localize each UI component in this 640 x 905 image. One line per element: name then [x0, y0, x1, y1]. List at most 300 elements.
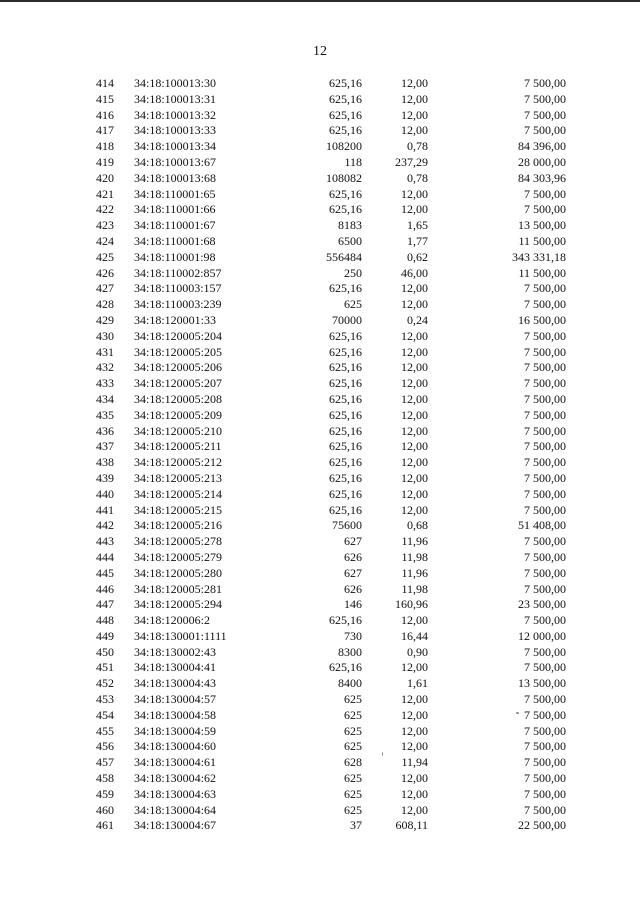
area-value: 108082: [326, 170, 362, 185]
amount-value: 7 500,00: [524, 107, 566, 122]
cadastral-number: 34:18:130004:64: [134, 802, 217, 817]
row-number-text: 424: [96, 233, 114, 248]
amount-value: 7 500,00: [524, 281, 566, 296]
row-number: [0, 218, 134, 234]
row-number-text: 422: [96, 202, 114, 217]
row-number: [0, 724, 134, 740]
table-row: [0, 676, 640, 692]
rate-value: 1,77: [407, 233, 428, 248]
amount-value: 7 500,00: [524, 534, 566, 549]
row-number: [0, 708, 134, 724]
area-value: 625,16: [329, 470, 362, 485]
table-row: [0, 123, 640, 139]
area-value: 625,16: [329, 360, 362, 375]
rate-value: 0,68: [407, 518, 428, 533]
area-value: 625,16: [329, 76, 362, 90]
cadastral-number: 34:18:120005:211: [134, 439, 222, 454]
amount-value: 22 500,00: [518, 818, 566, 833]
area-value: 628: [344, 755, 362, 770]
row-number-text: 414: [96, 76, 114, 90]
rate-value: 12,00: [401, 439, 428, 454]
amount-value: 7 500,00: [524, 123, 566, 138]
row-number-text: 444: [96, 549, 114, 564]
table-row: [0, 250, 640, 266]
row-number-text: 426: [96, 265, 114, 280]
table-spacer: [566, 708, 640, 724]
row-number-text: 437: [96, 439, 114, 454]
row-number: [0, 803, 134, 819]
row-number: [0, 739, 134, 755]
table-row: [0, 187, 640, 203]
table-row: [0, 155, 640, 171]
row-number: [0, 487, 134, 503]
area-value: 37: [350, 818, 362, 833]
area-value: 625,16: [329, 123, 362, 138]
table-spacer: [566, 660, 640, 676]
rate-value: 0,78: [407, 170, 428, 185]
area-value: 8400: [338, 676, 362, 691]
table-spacer: [566, 297, 640, 313]
area-value: 118: [344, 154, 362, 169]
cadastral-number: 34:18:110003:239: [134, 297, 222, 312]
table-row: [0, 171, 640, 187]
area-value: 627: [344, 565, 362, 580]
row-number-text: 420: [96, 170, 114, 185]
rate-value: 12,00: [401, 739, 428, 754]
table-spacer: [566, 787, 640, 803]
rate-value: 12,00: [401, 76, 428, 90]
area-value: 625,16: [329, 407, 362, 422]
table-spacer: [566, 123, 640, 139]
table-spacer: [566, 218, 640, 234]
table-row: [0, 76, 640, 92]
row-number: [0, 171, 134, 187]
cadastral-number: 34:18:130001:1111: [134, 628, 227, 643]
cadastral-number: 34:18:120005:208: [134, 391, 223, 406]
amount-value: 7 500,00: [524, 755, 566, 770]
row-number-text: 441: [96, 502, 114, 517]
area-value: 625: [344, 707, 362, 722]
cadastral-number: 34:18:130004:63: [134, 786, 217, 801]
cadastral-number: 34:18:120005:212: [134, 455, 223, 470]
area-value: 625: [344, 692, 362, 707]
row-number: [0, 297, 134, 313]
table-spacer: [566, 408, 640, 424]
table-spacer: [566, 202, 640, 218]
rate-value: 12,00: [401, 771, 428, 786]
row-number: [0, 345, 134, 361]
amount-value: 7 500,00: [524, 771, 566, 786]
table-spacer: [566, 613, 640, 629]
row-number-text: 459: [96, 786, 114, 801]
table-spacer: [566, 76, 640, 92]
cadastral-number: 34:18:130004:60: [134, 739, 217, 754]
rate-value: 16,44: [401, 628, 428, 643]
row-number: [0, 755, 134, 771]
rate-value: 11,94: [401, 755, 428, 770]
row-number-text: 425: [96, 249, 114, 264]
table-spacer: [566, 439, 640, 455]
table-row: [0, 487, 640, 503]
table-row: [0, 108, 640, 124]
rate-value: 46,00: [401, 265, 428, 280]
row-number: [0, 313, 134, 329]
parcel-table-body: [0, 76, 640, 834]
cadastral-number: 34:18:120005:210: [134, 423, 223, 438]
area-value: 625,16: [329, 660, 362, 675]
area-value: 146: [344, 597, 362, 612]
rate-value: 12,00: [401, 723, 428, 738]
amount-value: 7 500,00: [524, 707, 566, 722]
table-row: [0, 202, 640, 218]
table-spacer: [566, 392, 640, 408]
table-spacer: [566, 329, 640, 345]
area-value: 6500: [338, 233, 362, 248]
row-number: [0, 582, 134, 598]
table-row: [0, 534, 640, 550]
page-number: 12: [313, 44, 327, 59]
area-value: 75600: [332, 518, 362, 533]
area-value: 626: [344, 581, 362, 596]
table-row: [0, 818, 640, 834]
table-row: [0, 471, 640, 487]
cadastral-number: 34:18:120005:281: [134, 581, 223, 596]
row-number-text: 447: [96, 597, 114, 612]
cadastral-number: 34:18:110001:67: [134, 218, 216, 233]
cadastral-number: 34:18:130002:43: [134, 644, 217, 659]
cadastral-number: 34:18:100013:68: [134, 170, 217, 185]
table-spacer: [566, 518, 640, 534]
row-number: [0, 503, 134, 519]
row-number: [0, 787, 134, 803]
cadastral-number: 34:18:120005:216: [134, 518, 223, 533]
area-value: 627: [344, 534, 362, 549]
area-value: 625,16: [329, 202, 362, 217]
row-number: [0, 660, 134, 676]
table-spacer: [566, 376, 640, 392]
row-number: [0, 471, 134, 487]
amount-value: 12 000,00: [518, 628, 566, 643]
amount-value: 7 500,00: [524, 644, 566, 659]
area-value: 108200: [326, 139, 362, 154]
row-number: [0, 187, 134, 203]
amount-value: 7 500,00: [524, 344, 566, 359]
cadastral-number: 34:18:100013:34: [134, 139, 217, 154]
row-number: [0, 360, 134, 376]
cadastral-number: 34:18:130004:59: [134, 723, 217, 738]
cadastral-number: 34:18:100013:33: [134, 123, 217, 138]
table-spacer: [566, 92, 640, 108]
rate-value: 12,00: [401, 407, 428, 422]
cadastral-number: 34:18:110002:857: [134, 265, 222, 280]
area-value: 625,16: [329, 328, 362, 343]
cadastral-number: 34:18:130004:43: [134, 676, 217, 691]
table-row: [0, 613, 640, 629]
amount-value: 7 500,00: [524, 723, 566, 738]
table-spacer: [566, 487, 640, 503]
table-spacer: [566, 629, 640, 645]
table-row: [0, 92, 640, 108]
page-top-edge: [0, 0, 640, 2]
cadastral-number: 34:18:120005:278: [134, 534, 223, 549]
table-row: [0, 597, 640, 613]
row-number-text: 416: [96, 107, 114, 122]
row-number: [0, 329, 134, 345]
amount-value: 7 500,00: [524, 502, 566, 517]
row-number: [0, 202, 134, 218]
rate-value: 12,00: [401, 107, 428, 122]
amount-value: 13 500,00: [518, 676, 566, 691]
row-number: [0, 534, 134, 550]
table-row: [0, 708, 640, 724]
scan-speck: [382, 752, 383, 756]
amount-value: 7 500,00: [524, 376, 566, 391]
rate-value: 12,00: [401, 123, 428, 138]
cadastral-number: 34:18:120005:207: [134, 376, 223, 391]
amount-value: 84 303,96: [518, 170, 566, 185]
area-value: 625,16: [329, 486, 362, 501]
amount-value: 7 500,00: [524, 360, 566, 375]
row-number: [0, 76, 134, 92]
area-value: 625: [344, 771, 362, 786]
row-number: [0, 455, 134, 471]
area-value: 625,16: [329, 344, 362, 359]
row-number: [0, 281, 134, 297]
row-number: [0, 424, 134, 440]
row-number-text: 417: [96, 123, 114, 138]
rate-value: 12,00: [401, 344, 428, 359]
area-value: 625,16: [329, 613, 362, 628]
row-number-text: 435: [96, 407, 114, 422]
rate-value: 1,61: [407, 676, 428, 691]
row-number-text: 421: [96, 186, 114, 201]
amount-value: 7 500,00: [524, 470, 566, 485]
amount-value: 11 500,00: [518, 233, 566, 248]
table-spacer: [566, 692, 640, 708]
table-spacer: [566, 550, 640, 566]
cadastral-number: 34:18:120005:294: [134, 597, 223, 612]
rate-value: 12,00: [401, 376, 428, 391]
table-row: [0, 660, 640, 676]
cadastral-number: 34:18:130004:61: [134, 755, 217, 770]
rate-value: 12,00: [401, 423, 428, 438]
amount-value: 7 500,00: [524, 407, 566, 422]
parcel-table: [0, 76, 640, 834]
table-row: [0, 376, 640, 392]
table-row: [0, 645, 640, 661]
table-spacer: [566, 108, 640, 124]
cadastral-number: 34:18:120005:215: [134, 502, 223, 517]
row-number-text: 438: [96, 455, 114, 470]
amount-value: 7 500,00: [524, 76, 566, 90]
table-spacer: [566, 250, 640, 266]
rate-value: 12,00: [401, 802, 428, 817]
amount-value: 7 500,00: [524, 565, 566, 580]
row-number-text: 445: [96, 565, 114, 580]
area-value: 625,16: [329, 376, 362, 391]
table-row: [0, 360, 640, 376]
table-spacer: [566, 171, 640, 187]
row-number-text: 442: [96, 518, 114, 533]
area-value: 70000: [332, 312, 362, 327]
rate-value: 12,00: [401, 281, 428, 296]
row-number: [0, 566, 134, 582]
scan-speck: [516, 712, 519, 714]
table-row: [0, 787, 640, 803]
cadastral-number: 34:18:120005:279: [134, 549, 223, 564]
table-spacer: [566, 266, 640, 282]
amount-value: 13 500,00: [518, 218, 566, 233]
table-spacer: [566, 755, 640, 771]
amount-value: 7 500,00: [524, 186, 566, 201]
cadastral-number: 34:18:130004:62: [134, 771, 217, 786]
rate-value: 0,90: [407, 644, 428, 659]
table-spacer: [566, 771, 640, 787]
row-number: [0, 408, 134, 424]
table-row: [0, 582, 640, 598]
table-row: [0, 503, 640, 519]
table-row: [0, 755, 640, 771]
rate-value: 12,00: [401, 186, 428, 201]
table-spacer: [566, 582, 640, 598]
row-number: [0, 250, 134, 266]
row-number-text: 452: [96, 676, 114, 691]
cadastral-number: 34:18:130004:67: [134, 818, 217, 833]
table-row: [0, 518, 640, 534]
row-number-text: 423: [96, 218, 114, 233]
row-number-text: 453: [96, 692, 114, 707]
cadastral-number: 34:18:110001:65: [134, 186, 216, 201]
rate-value: 12,00: [401, 502, 428, 517]
cadastral-number: 34:18:100013:31: [134, 91, 217, 106]
rate-value: 11,96: [401, 534, 428, 549]
rate-value: 12,00: [401, 91, 428, 106]
amount-value: 7 500,00: [524, 297, 566, 312]
rate-value: 0,24: [407, 312, 428, 327]
table-spacer: [566, 818, 640, 834]
rate-value: 12,00: [401, 613, 428, 628]
rate-value: 12,00: [401, 786, 428, 801]
table-row: [0, 329, 640, 345]
rate-value: 12,00: [401, 297, 428, 312]
row-number-text: 418: [96, 139, 114, 154]
row-number-text: 429: [96, 312, 114, 327]
row-number: [0, 613, 134, 629]
area-value: 625,16: [329, 107, 362, 122]
table-spacer: [566, 234, 640, 250]
table-row: [0, 281, 640, 297]
table-row: [0, 439, 640, 455]
rate-value: 0,62: [407, 249, 428, 264]
row-number: [0, 155, 134, 171]
rate-value: 237,29: [395, 154, 428, 169]
row-number-text: 433: [96, 376, 114, 391]
rate-value: 1,65: [407, 218, 428, 233]
area-value: 250: [344, 265, 362, 280]
table-spacer: [566, 455, 640, 471]
cadastral-number: 34:18:120001:33: [134, 312, 217, 327]
row-number-text: 443: [96, 534, 114, 549]
table-row: [0, 566, 640, 582]
area-value: 625,16: [329, 455, 362, 470]
table-row: [0, 218, 640, 234]
table-spacer: [566, 645, 640, 661]
area-value: 730: [344, 628, 362, 643]
row-number: [0, 266, 134, 282]
amount-value: 7 500,00: [524, 391, 566, 406]
area-value: 625,16: [329, 91, 362, 106]
cadastral-number: 34:18:120006:2: [134, 613, 211, 628]
table-spacer: [566, 345, 640, 361]
amount-value: 7 500,00: [524, 439, 566, 454]
amount-value: 343 331,18: [512, 249, 566, 264]
row-number: [0, 92, 134, 108]
table-row: [0, 392, 640, 408]
amount-value: 7 500,00: [524, 739, 566, 754]
row-number-text: 450: [96, 644, 114, 659]
table-spacer: [566, 424, 640, 440]
amount-value: 23 500,00: [518, 597, 566, 612]
row-number-text: 419: [96, 154, 114, 169]
table-spacer: [566, 313, 640, 329]
cadastral-number: 34:18:120005:206: [134, 360, 223, 375]
rate-value: 12,00: [401, 486, 428, 501]
row-number-text: 449: [96, 628, 114, 643]
rate-value: 12,00: [401, 202, 428, 217]
amount-value: 84 396,00: [518, 139, 566, 154]
area-value: 625: [344, 786, 362, 801]
row-number-text: 457: [96, 755, 114, 770]
row-number-text: 440: [96, 486, 114, 501]
row-number-text: 455: [96, 723, 114, 738]
rate-value: 608,11: [395, 818, 428, 833]
cadastral-number: 34:18:120005:213: [134, 470, 223, 485]
row-number-text: 454: [96, 707, 114, 722]
cadastral-number: 34:18:110001:68: [134, 233, 216, 248]
table-row: [0, 139, 640, 155]
table-spacer: [566, 724, 640, 740]
amount-value: 11 500,00: [518, 265, 566, 280]
row-number-text: 415: [96, 91, 114, 106]
table-row: [0, 724, 640, 740]
row-number-text: 456: [96, 739, 114, 754]
amount-value: 7 500,00: [524, 802, 566, 817]
row-number-text: 448: [96, 613, 114, 628]
row-number-text: 439: [96, 470, 114, 485]
cadastral-number: 34:18:130004:57: [134, 692, 217, 707]
amount-value: 7 500,00: [524, 613, 566, 628]
amount-value: 7 500,00: [524, 786, 566, 801]
rate-value: 12,00: [401, 455, 428, 470]
table-spacer: [566, 471, 640, 487]
row-number-text: 428: [96, 297, 114, 312]
amount-value: 7 500,00: [524, 660, 566, 675]
rate-value: 11,98: [401, 581, 428, 596]
area-value: 625,16: [329, 423, 362, 438]
table-row: [0, 313, 640, 329]
row-number: [0, 629, 134, 645]
amount-value: 51 408,00: [518, 518, 566, 533]
table-spacer: [566, 676, 640, 692]
row-number: [0, 123, 134, 139]
table-row: [0, 692, 640, 708]
table-row: [0, 234, 640, 250]
rate-value: 0,78: [407, 139, 428, 154]
area-value: 625,16: [329, 439, 362, 454]
row-number: [0, 550, 134, 566]
row-number-text: 461: [96, 818, 114, 833]
amount-value: 16 500,00: [518, 312, 566, 327]
